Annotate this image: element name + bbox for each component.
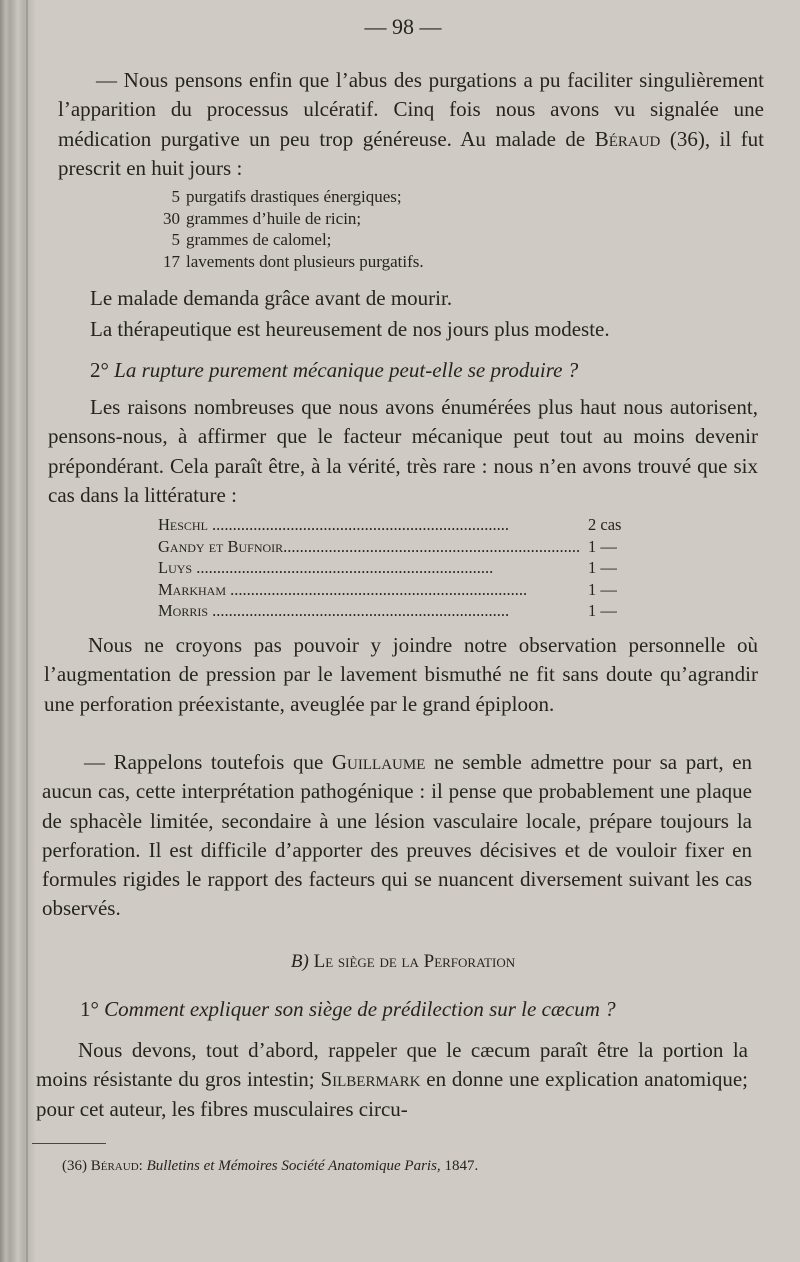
paragraph-purgations-text: — Nous pensons enfin que l’abus des purgations a pu faciliter singulièrement l’apparition du processus ulcératif. Cinq fois nous avons vu signalée une médication purgative un peu trop généreuse. Au malade de bbox=[58, 68, 764, 151]
paragraph-grace: Le malade demanda grâce avant de mourir. bbox=[90, 286, 453, 310]
case-table bbox=[158, 514, 648, 622]
section-title bbox=[38, 951, 768, 973]
author-beraud: Béraud bbox=[594, 126, 661, 151]
prescription-list bbox=[158, 186, 424, 272]
prescription-item: 5 purgatifs drastiques énergiques; bbox=[171, 187, 402, 206]
author-silbermark: Silbermark bbox=[320, 1067, 421, 1092]
subheading-rupture bbox=[90, 356, 770, 385]
section-letter: B) bbox=[290, 951, 309, 972]
footnote bbox=[62, 1158, 478, 1175]
book-binding-edge bbox=[0, 0, 36, 1262]
paragraph-observation: Nous ne croyons pas pouvoir y joindre notre observation personnelle où l’augmentation de pression par le lavement bismuthé ne fit sans doute qu’agrandir une perforation préexistante, aveuglée par le grand épiploon. bbox=[44, 633, 758, 716]
subheading-rupture-number: 2° bbox=[90, 358, 109, 382]
case-row: Luys ........................................................................ 1 — bbox=[158, 558, 617, 577]
footnote-rule bbox=[32, 1143, 106, 1144]
prescription-item: 17 lavements dont plusieurs purgatifs. bbox=[163, 251, 424, 271]
section-title-text: Le siège de la Perforation bbox=[313, 951, 516, 972]
footnote-title: Bulletins et Mémoires Société Anatomique Paris, bbox=[146, 1158, 441, 1174]
case-row: Heschl ........................................................................ 2 cas bbox=[158, 515, 622, 534]
case-row: Markham ........................................................................ 1 — bbox=[158, 579, 617, 599]
paragraph-raisons: Les raisons nombreuses que nous avons énumérées plus haut nous autorisent, pensons-nous, à affirmer que le facteur mécanique peut tout au moins devenir prépondérant. Cela paraît être, à la vérité, très rare : nous n’en avons trouvé que six cas dans la littérature : bbox=[48, 395, 758, 507]
author-guillaume: Guillaume bbox=[331, 750, 426, 774]
subheading-cecum-number: 1° bbox=[80, 997, 99, 1021]
footnote-year: 1847. bbox=[444, 1158, 479, 1174]
prescription-item: 30 grammes d’huile de ricin; bbox=[163, 208, 362, 228]
paragraph-guillaume: — Rappelons toutefois que Guillaume ne semble admettre pour sa part, en aucun cas, cette interprétation pathogénique : il pense que probablement une plaque de sphacèle limitée, secondaire à une lésion vasculaire locale, prépare toujours la perforation. Il est difficile d’apporter des preuves décisives et de vouloir fixer en formules rigides le rapport des facteurs qui se nuancent diversement suivant les cas observés. bbox=[42, 750, 753, 921]
subheading-cecum-text: Comment expliquer son siège de prédilection sur le cæcum ? bbox=[104, 997, 616, 1021]
footnote-ref: (36) bbox=[62, 1158, 87, 1174]
paragraph-purgations-end: (36), il fut prescrit en huit jours : bbox=[58, 126, 765, 180]
case-row: Morris ........................................................................ 1 — bbox=[158, 601, 617, 620]
paragraph-purgations bbox=[58, 66, 764, 183]
paragraph-therapeutique: La thérapeutique est heureusement de nos jours plus modeste. bbox=[90, 317, 610, 341]
footnote-author: Béraud: bbox=[90, 1158, 143, 1174]
subheading-cecum bbox=[80, 995, 770, 1024]
book-page bbox=[38, 0, 768, 1262]
case-row: Gandy et Bufnoir........................................................................ 1 — bbox=[158, 536, 617, 556]
paragraph-cecum: Nous devons, tout d’abord, rappeler que le cæcum paraît être la portion la moins résistante du gros intestin; Silbermark en donne une explication anatomique; pour cet auteur, les fibres musculaires circu- bbox=[36, 1038, 748, 1121]
subheading-rupture-text: La rupture purement mécanique peut-elle se produire ? bbox=[114, 358, 579, 382]
page-number: — 98 — bbox=[364, 14, 442, 39]
prescription-item: 5 grammes de calomel; bbox=[171, 230, 332, 249]
